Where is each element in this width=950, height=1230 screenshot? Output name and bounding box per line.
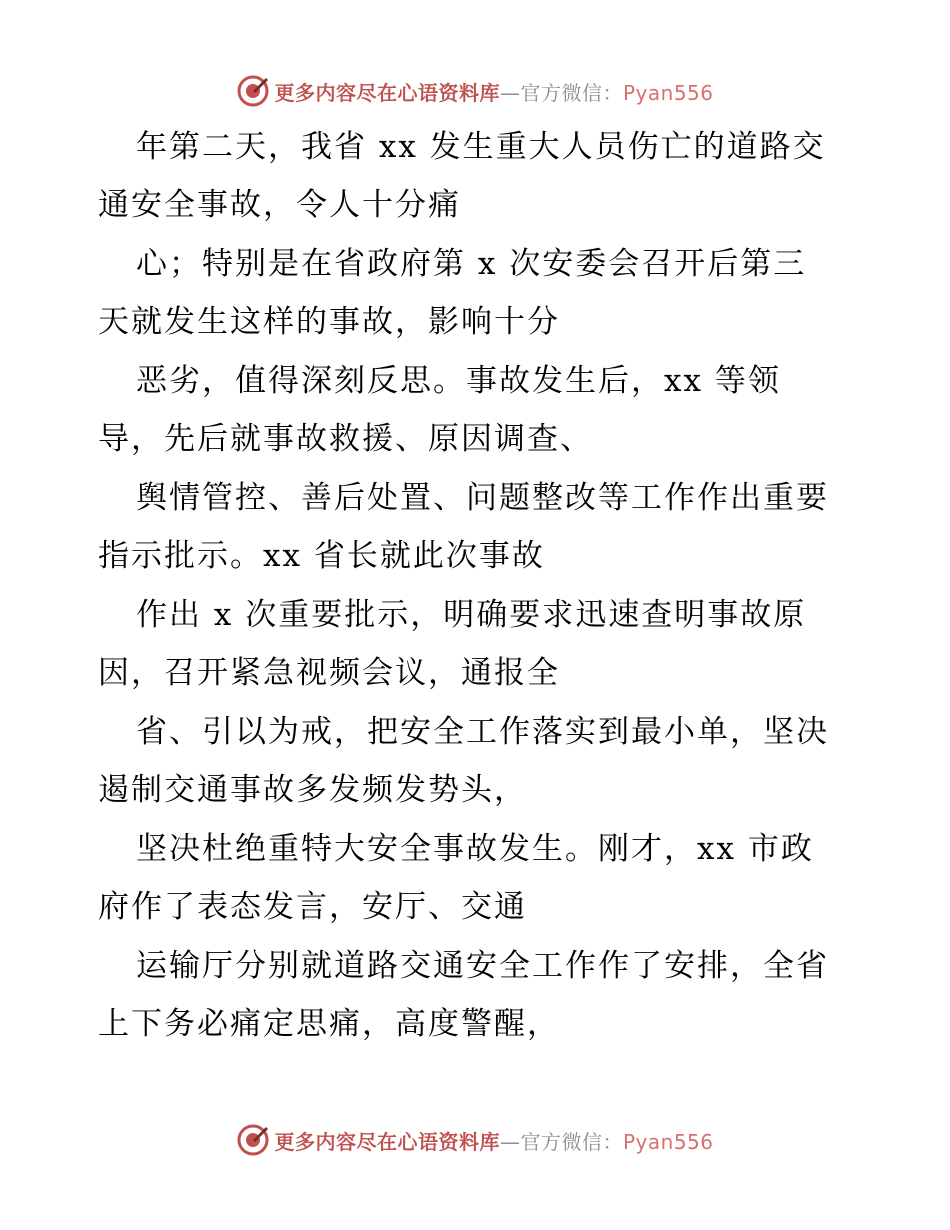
paragraph-2-line-1: 心；特别是在省政府第 x 次安委会召开后第三 bbox=[136, 246, 807, 282]
pen-logo-icon bbox=[236, 74, 270, 108]
paragraph-5-line-2: 因，召开紧急视频会议，通报全 bbox=[98, 655, 560, 691]
paragraph-8-line-1: 运输厅分别就道路交通安全工作作了安排，全省 bbox=[136, 948, 829, 984]
paragraph-1-line-1: 年第二天，我省 xx 发生重大人员伤亡的道路交 bbox=[136, 129, 826, 165]
banner-wechat-label: —官方微信： bbox=[499, 1129, 623, 1154]
banner-wechat-id: Pyan556 bbox=[622, 80, 714, 105]
paragraph-6-line-2: 遏制交通事故多发频发势头， bbox=[98, 772, 527, 808]
paragraph-3-line-2: 导，先后就事故救援、原因调查、 bbox=[98, 421, 593, 457]
paragraph-7-line-2: 府作了表态发言，安厅、交通 bbox=[98, 889, 527, 925]
banner-site-name: 更多内容尽在心语资料库 bbox=[274, 80, 500, 105]
paragraph-8-line-2: 上下务必痛定思痛，高度警醒， bbox=[98, 1006, 560, 1042]
pen-logo-icon bbox=[236, 1123, 270, 1157]
paragraph-4-line-1: 舆情管控、善后处置、问题整改等工作作出重要 bbox=[136, 480, 829, 516]
paragraph-2-line-2: 天就发生这样的事故，影响十分 bbox=[98, 304, 560, 340]
paragraph-1-line-2: 通安全事故，令人十分痛 bbox=[98, 187, 461, 223]
footer-watermark bbox=[0, 1120, 950, 1160]
banner-wechat-id: Pyan556 bbox=[622, 1129, 714, 1154]
paragraph-3-line-1: 恶劣，值得深刻反思。事故发生后，xx 等领 bbox=[136, 363, 781, 399]
paragraph-4-line-2: 指示批示。xx 省长就此次事故 bbox=[98, 538, 545, 574]
paragraph-6-line-1: 省、引以为戒，把安全工作落实到最小单，坚决 bbox=[136, 714, 829, 750]
banner-wechat-label: —官方微信： bbox=[499, 80, 623, 105]
header-watermark bbox=[0, 71, 950, 111]
paragraph-7-line-1: 坚决杜绝重特大安全事故发生。刚才，xx 市政 bbox=[136, 831, 814, 867]
banner-site-name: 更多内容尽在心语资料库 bbox=[274, 1129, 500, 1154]
paragraph-5-line-1: 作出 x 次重要批示，明确要求迅速查明事故原 bbox=[136, 597, 807, 633]
